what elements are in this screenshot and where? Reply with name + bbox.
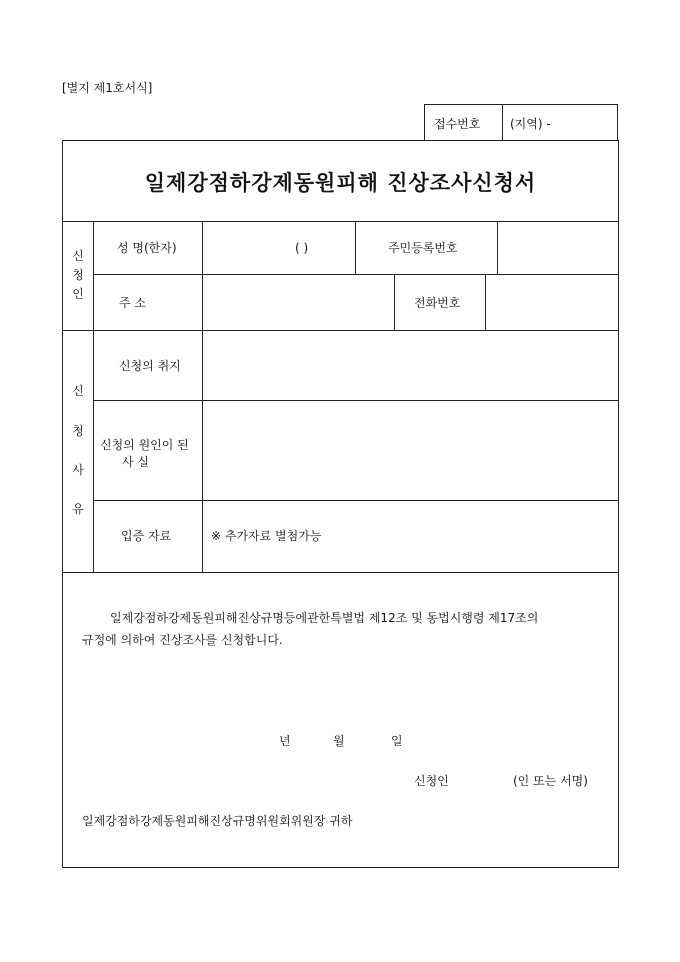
evidence-input[interactable] <box>203 501 618 572</box>
date-day-label: 일 <box>391 734 403 748</box>
reason-section-label: 신 <box>72 384 84 398</box>
reason-section-label: 청 <box>72 424 84 438</box>
receipt-divider <box>502 104 503 140</box>
address-label: 주 소 <box>119 296 146 310</box>
phone-input[interactable] <box>486 275 618 330</box>
divider <box>62 572 619 573</box>
applicant-section-label: 신 <box>72 249 84 263</box>
form-number-label: [별지 제1호서식] <box>62 81 153 95</box>
applicant-section-label: 인 <box>72 287 84 301</box>
evidence-label: 입증 자료 <box>121 529 172 543</box>
applicant-section-label: 청 <box>72 268 84 282</box>
cause-input[interactable] <box>203 401 618 500</box>
resident-number-input[interactable] <box>498 222 618 274</box>
phone-label: 전화번호 <box>414 296 461 310</box>
purpose-label: 신청의 취지 <box>119 359 181 373</box>
seal-or-signature-label: (인 또는 서명) <box>513 774 588 788</box>
reason-section-label: 사 <box>72 463 84 477</box>
recipient-line: 일제강점하강제동원피해진상규명위원회위원장 귀하 <box>82 814 353 828</box>
divider <box>93 221 94 572</box>
name-label: 성 명(한자) <box>117 241 177 255</box>
divider <box>355 221 356 274</box>
address-input[interactable] <box>203 275 394 330</box>
applicant-signature-label: 신청인 <box>414 774 449 788</box>
statement-line-2: 규정에 의하여 진상조사를 신청합니다. <box>82 633 283 647</box>
date-year-label: 년 <box>279 734 291 748</box>
statement-line-1: 일제강점하강제동원피해진상규명등에관한특별법 제12조 및 동법시행령 제17조의 <box>110 611 539 625</box>
cause-label: 신청의 원인이 된 <box>100 438 189 452</box>
resident-number-label: 주민등록번호 <box>388 241 458 255</box>
reason-section-label: 유 <box>72 502 84 516</box>
purpose-input[interactable] <box>203 331 618 400</box>
receipt-number-label: 접수번호 <box>434 117 481 131</box>
date-month-label: 월 <box>333 734 345 748</box>
form-title: 일제강점하강제동원피해 진상조사신청서 <box>144 170 537 195</box>
name-input[interactable] <box>203 222 355 274</box>
cause-label-suffix: 사 실 <box>122 455 149 469</box>
hanja-name-parentheses: ( ) <box>295 241 309 255</box>
divider <box>394 274 395 330</box>
evidence-note: ※ 추가자료 별첨가능 <box>211 529 322 543</box>
receipt-number-field[interactable]: (지역) - <box>510 117 551 131</box>
